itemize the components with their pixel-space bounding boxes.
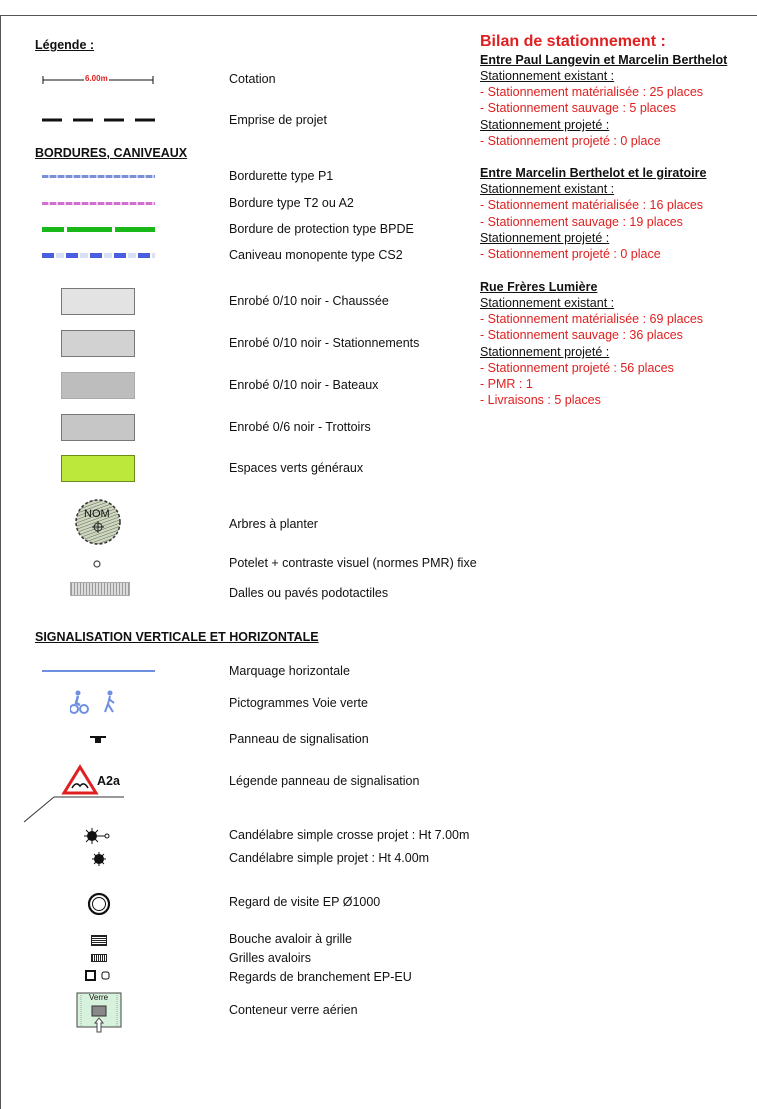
bilan-group-1-existant-item: - Stationnement sauvage : 5 places	[480, 101, 676, 115]
bilan-title: Bilan de stationnement :	[480, 33, 666, 50]
bilan-group-3-existant-label: Stationnement existant :	[480, 296, 615, 310]
dalles-label: Dalles ou pavés podotactiles	[229, 586, 389, 600]
bilan-group-1-existant-item: - Stationnement matérialisée : 25 places	[480, 85, 704, 99]
bouche-avaloir-label: Bouche avaloir à grille	[229, 932, 352, 946]
bilan-group-3-name: Rue Frères Lumière	[480, 280, 598, 294]
bilan-group-1-existant-label: Stationnement existant :	[480, 69, 615, 83]
espaces-verts-swatch	[61, 455, 135, 482]
enrobe-trottoirs-label: Enrobé 0/6 noir - Trottoirs	[229, 420, 371, 434]
bilan-group-2-name: Entre Marcelin Berthelot et le giratoire	[480, 166, 707, 180]
bordure-bpde-symbol	[42, 227, 155, 232]
dimension-value: 6.00m	[85, 74, 108, 83]
section-signalisation-title: SIGNALISATION VERTICALE ET HORIZONTALE	[35, 630, 319, 644]
cotation-label: Cotation	[229, 72, 276, 86]
bilan-group-3-projete-item: - Stationnement projeté : 56 places	[480, 361, 674, 375]
enrobe-stationnements-label: Enrobé 0/10 noir - Stationnements	[229, 336, 420, 350]
bordure-t2-symbol	[42, 202, 155, 205]
grilles-avaloirs-label: Grilles avaloirs	[229, 951, 311, 965]
conteneur-label: Conteneur verre aérien	[229, 1003, 358, 1017]
bordurette-p1-symbol	[42, 175, 155, 178]
legende-panneau-label: Légende panneau de signalisation	[229, 774, 420, 788]
bilan-group-3-projete-label: Stationnement projeté :	[480, 345, 610, 359]
enrobe-bateaux-label: Enrobé 0/10 noir - Bateaux	[229, 378, 379, 392]
panneau-signalisation-icon	[89, 734, 107, 746]
caniveau-cs2-symbol	[42, 253, 155, 258]
bilan-group-2-projete-item: - Stationnement projeté : 0 place	[480, 247, 661, 261]
candelabre-simple-label: Candélabre simple projet : Ht 4.00m	[229, 851, 430, 865]
bordurette-p1-label: Bordurette type P1	[229, 169, 334, 183]
section-bordures-title: BORDURES, CANIVEAUX	[35, 146, 188, 160]
bouche-avaloir-icon	[91, 935, 107, 946]
bilan-group-3-existant-item: - Stationnement sauvage : 36 places	[480, 328, 683, 342]
dalles-podotactiles-icon	[70, 582, 130, 596]
warning-sign-icon	[22, 764, 128, 824]
bilan-group-2-existant-label: Stationnement existant :	[480, 182, 615, 196]
enrobe-bateaux-swatch	[61, 372, 135, 399]
espaces-verts-label: Espaces verts généraux	[229, 461, 364, 475]
enrobe-chaussee-swatch	[61, 288, 135, 315]
candelabre-crosse-label: Candélabre simple crosse projet : Ht 7.00m	[229, 828, 470, 842]
bilan-group-3-projete-item: - PMR : 1	[480, 377, 533, 391]
bilan-group-3-projete-item: - Livraisons : 5 places	[480, 393, 601, 407]
bilan-group-1-name: Entre Paul Langevin et Marcelin Berthelot	[480, 53, 728, 67]
bilan-group-2-existant-item: - Stationnement sauvage : 19 places	[480, 215, 683, 229]
panneau-label: Panneau de signalisation	[229, 732, 369, 746]
sheet-border-top	[0, 15, 757, 16]
bilan-group-3-existant-item: - Stationnement matérialisée : 69 places	[480, 312, 704, 326]
conteneur-verre-text: Verre	[89, 993, 109, 1002]
tree-label: Arbres à planter	[229, 517, 318, 531]
potelet-icon	[92, 559, 102, 569]
regard-visite-label: Regard de visite EP Ø1000	[229, 895, 381, 909]
voie-verte-pictograms-icon	[70, 690, 126, 716]
marquage-horizontal-line	[42, 670, 155, 672]
potelet-label: Potelet + contraste visuel (normes PMR) fixe	[229, 556, 477, 570]
bilan-group-1-projete-item: - Stationnement projeté : 0 place	[480, 134, 661, 148]
grilles-avaloirs-icon	[91, 954, 107, 962]
bilan-group-1-projete-label: Stationnement projeté :	[480, 118, 610, 132]
tree-name-text: NOM	[84, 508, 110, 520]
pictos-label: Pictogrammes Voie verte	[229, 696, 368, 710]
bordure-bpde-label: Bordure de protection type BPDE	[229, 222, 414, 236]
bilan-group-2-projete-label: Stationnement projeté :	[480, 231, 610, 245]
emprise-label: Emprise de projet	[229, 113, 327, 127]
bilan-group-2-existant-item: - Stationnement matérialisée : 16 places	[480, 198, 704, 212]
enrobe-chaussee-label: Enrobé 0/10 noir - Chaussée	[229, 294, 389, 308]
enrobe-stationnements-swatch	[61, 330, 135, 357]
marquage-label: Marquage horizontale	[229, 664, 350, 678]
emprise-dashed-line	[42, 116, 156, 124]
legend-title: Légende :	[35, 38, 95, 52]
candelabre-icons	[82, 826, 112, 868]
regards-branchement-label: Regards de branchement EP-EU	[229, 970, 412, 984]
sign-code-text: A2a	[97, 774, 120, 788]
tree-icon	[68, 497, 128, 547]
enrobe-trottoirs-swatch	[61, 414, 135, 441]
bordure-t2-label: Bordure type T2 ou A2	[229, 196, 354, 210]
caniveau-cs2-label: Caniveau monopente type CS2	[229, 248, 403, 262]
regards-branchement-icon	[85, 970, 113, 982]
regard-visite-icon	[86, 891, 112, 917]
sheet-border-left	[0, 15, 1, 1109]
